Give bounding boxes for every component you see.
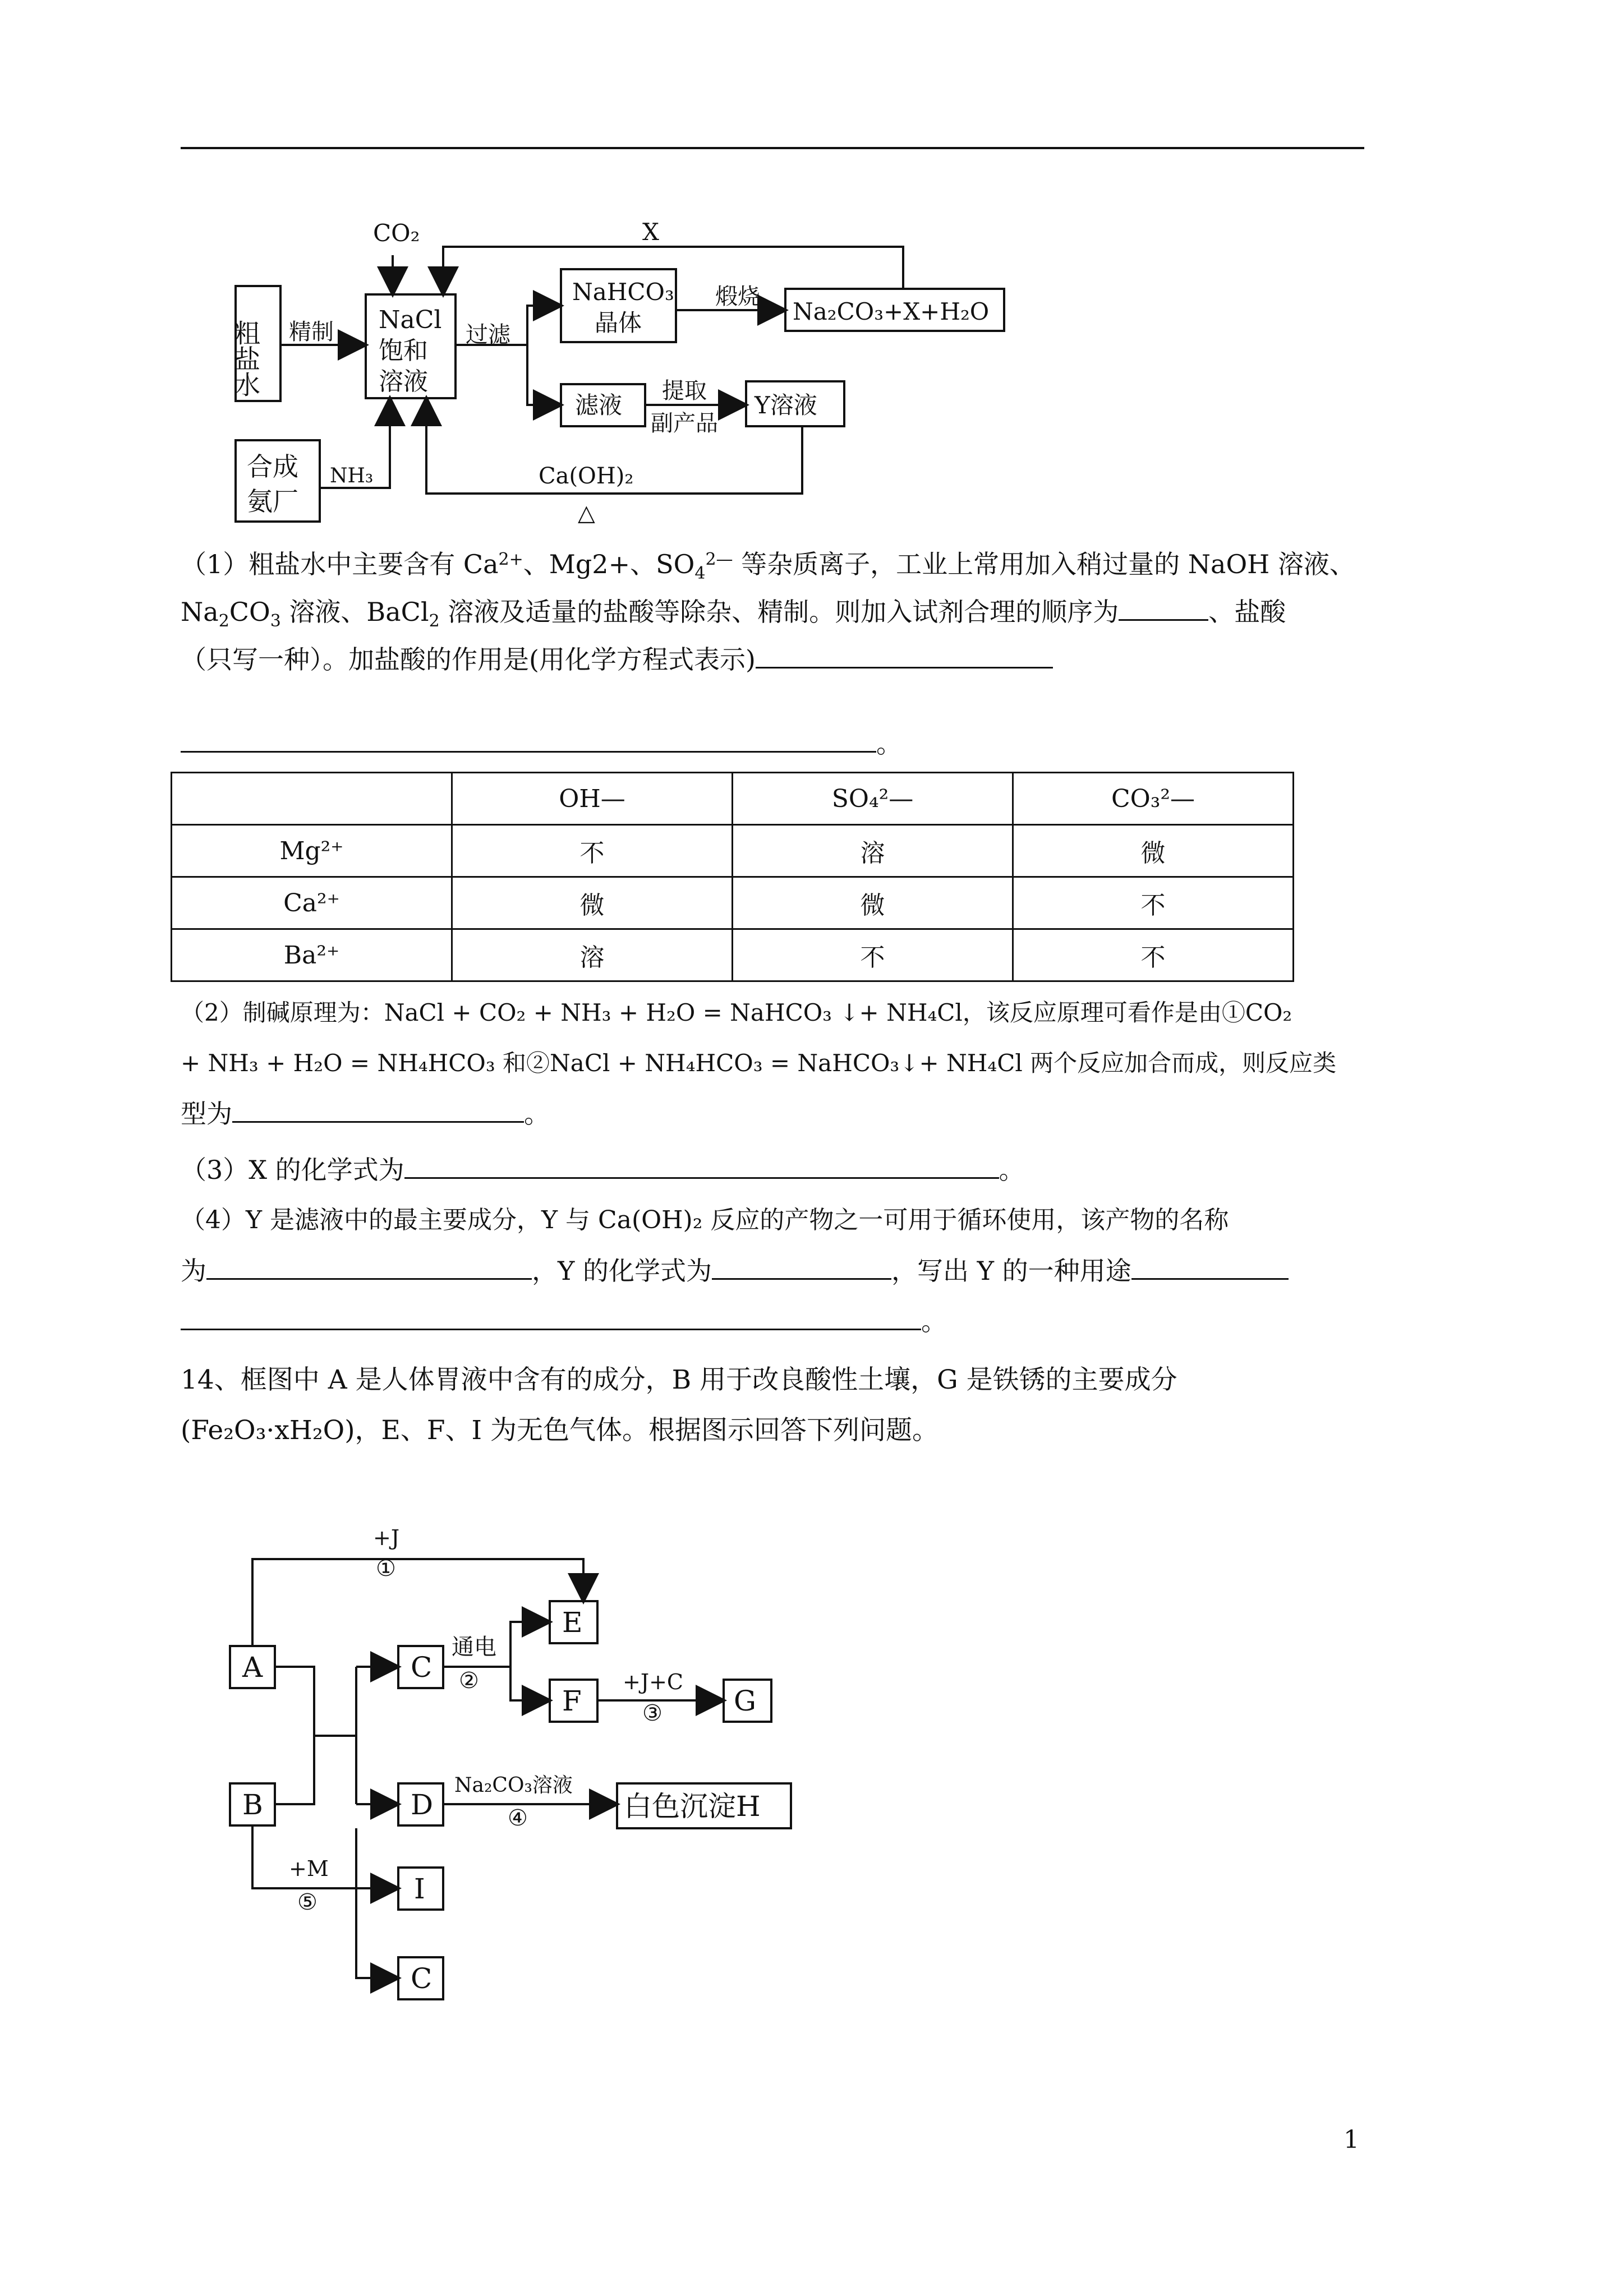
label-plus-j: +J <box>373 1525 400 1550</box>
nahco3-line-2: 晶体 <box>595 309 642 336</box>
table-row <box>172 825 1294 877</box>
label-a: A <box>242 1651 263 1684</box>
q1-line-4: 。 <box>181 718 902 769</box>
solubility-table <box>171 772 1294 982</box>
label-step-4: ④ <box>508 1805 528 1831</box>
q4-blank-use-1[interactable] <box>1131 1248 1289 1280</box>
filter-label: 过滤 <box>466 322 510 348</box>
heat-label: △ <box>578 500 595 526</box>
q1-blank-order[interactable] <box>1119 589 1208 621</box>
nahco3-line-1: NaHCO₃ <box>572 278 674 306</box>
label-white-ppt: 白色沉淀H <box>624 1790 761 1823</box>
co2-label: CO₂ <box>373 219 420 247</box>
table-cell: 微 <box>452 877 733 929</box>
header-rule <box>181 147 1364 149</box>
label-c: C <box>411 1651 433 1684</box>
label-plus-m: +M <box>289 1856 329 1881</box>
q1-line-1: （1）粗盐水中主要含有 $Ca^{2+}$、Mg2+、$SO_4^{2—}$ 等杂质离子，工业上常用加入稍过量的 NaOH 溶液、 <box>181 549 1355 584</box>
label-i: I <box>414 1873 425 1905</box>
q14-line-1: 14、框图中 A 是人体胃液中含有的成分，B 用于改良酸性土壤，G 是铁锈的主要成分 <box>181 1364 1177 1395</box>
table-cell: 不 <box>452 825 733 877</box>
substance-relationship-diagram <box>219 1514 836 2019</box>
q2-blank-reaction-type[interactable] <box>232 1091 524 1123</box>
label-step-3: ③ <box>642 1700 663 1726</box>
table-cell: 不 <box>1013 877 1294 929</box>
q1-line-3: （只写一种）。加盐酸的作用是(用化学方程式表示) <box>181 634 1053 685</box>
label-g: G <box>734 1685 756 1717</box>
label-b: B <box>242 1788 263 1821</box>
label-na2co3: Na₂CO₃溶液 <box>454 1774 573 1797</box>
q4-line-3: 。 <box>181 1295 947 1347</box>
label-electrolysis: 通电 <box>452 1634 496 1660</box>
crude-brine-label-1: 粗盐水 <box>231 320 261 397</box>
label-step-1: ① <box>376 1556 396 1582</box>
soda-process-diagram <box>180 208 1055 544</box>
q2-line-3: 型为 。 <box>181 1088 550 1140</box>
nacl-line-2: 饱和 <box>379 336 428 365</box>
table-cell: 溶 <box>452 929 733 981</box>
y-solution-label: Y溶液 <box>755 391 817 419</box>
table-header-cell: OH— <box>452 773 733 825</box>
table-cell: 溶 <box>733 825 1013 877</box>
nacl-line-3: 溶液 <box>379 367 428 396</box>
label-step-5: ⑤ <box>297 1889 318 1915</box>
refine-label: 精制 <box>289 319 334 345</box>
table-row <box>172 877 1294 929</box>
table-cell: 不 <box>733 929 1013 981</box>
filtrate-label: 滤液 <box>575 391 623 419</box>
q1-blank-equation-1[interactable] <box>756 637 1053 668</box>
label-plus-jc: +J+C <box>623 1670 683 1694</box>
q3-blank-formula[interactable] <box>404 1147 999 1179</box>
q4-blank-product-name[interactable] <box>206 1248 532 1280</box>
table-header-cell <box>172 773 452 825</box>
q1-blank-equation-2[interactable] <box>181 721 876 753</box>
q14-line-2: (Fe₂O₃·xH₂O)，E、F、I 为无色气体。根据图示回答下列问题。 <box>181 1415 938 1446</box>
label-f: F <box>562 1685 582 1717</box>
q4-blank-use-2[interactable] <box>181 1298 921 1330</box>
plant-line-1: 合成 <box>247 451 298 482</box>
table-row-label: Mg²⁺ <box>172 825 452 877</box>
table-header-row <box>172 773 1294 825</box>
table-header-cell: SO₄²— <box>733 773 1013 825</box>
nacl-line-1: NaCl <box>379 306 442 334</box>
label-step-2: ② <box>459 1668 479 1694</box>
plant-line-2: 氨厂 <box>247 486 298 517</box>
calcine-label: 煅烧 <box>715 284 760 310</box>
table-row-label: Ca²⁺ <box>172 877 452 929</box>
x-label: X <box>642 218 659 246</box>
table-row <box>172 929 1294 981</box>
caoh2-label: Ca(OH)₂ <box>539 463 634 489</box>
q4-line-1: （4）Y 是滤液中的最主要成分，Y 与 Ca(OH)₂ 反应的产物之一可用于循环使用，该产物的名称 <box>181 1206 1229 1234</box>
table-cell: 微 <box>733 877 1013 929</box>
extract-label: 提取 <box>662 378 707 404</box>
byproduct-label: 副产品 <box>651 411 718 436</box>
q1-line-2: $Na_2CO_3$ 溶液、BaCl$_2$ 溶液及适量的盐酸等除杂、精制。则加入试剂合理的顺序为 、盐酸 <box>181 586 1286 647</box>
label-d: D <box>411 1788 434 1821</box>
table-header-cell: CO₃²— <box>1013 773 1294 825</box>
products-label: Na₂CO₃+X+H₂O <box>793 298 990 325</box>
page-number: 1 <box>1344 2126 1359 2154</box>
table-cell: 微 <box>1013 825 1294 877</box>
q3-line: （3）X 的化学式为 。 <box>181 1144 1025 1196</box>
q2-line-2: + NH₃ + H₂O = NH₄HCO₃ 和②NaCl + NH₄HCO₃ = NaHCO₃↓+ NH₄Cl 两个反应加合而成，则反应类 <box>181 1049 1337 1077</box>
table-cell: 不 <box>1013 929 1294 981</box>
nh3-label: NH₃ <box>330 464 374 487</box>
q4-line-2: 为 ，Y 的化学式为 ，写出 Y 的一种用途 <box>181 1245 1289 1297</box>
label-e: E <box>562 1606 583 1639</box>
table-row-label: Ba²⁺ <box>172 929 452 981</box>
label-c2: C <box>411 1962 433 1995</box>
q4-blank-y-formula[interactable] <box>712 1248 891 1280</box>
q2-line-1: （2）制碱原理为：NaCl + CO₂ + NH₃ + H₂O = NaHCO₃ ↓+ NH₄Cl，该反应原理可看作是由①CO₂ <box>181 999 1292 1026</box>
